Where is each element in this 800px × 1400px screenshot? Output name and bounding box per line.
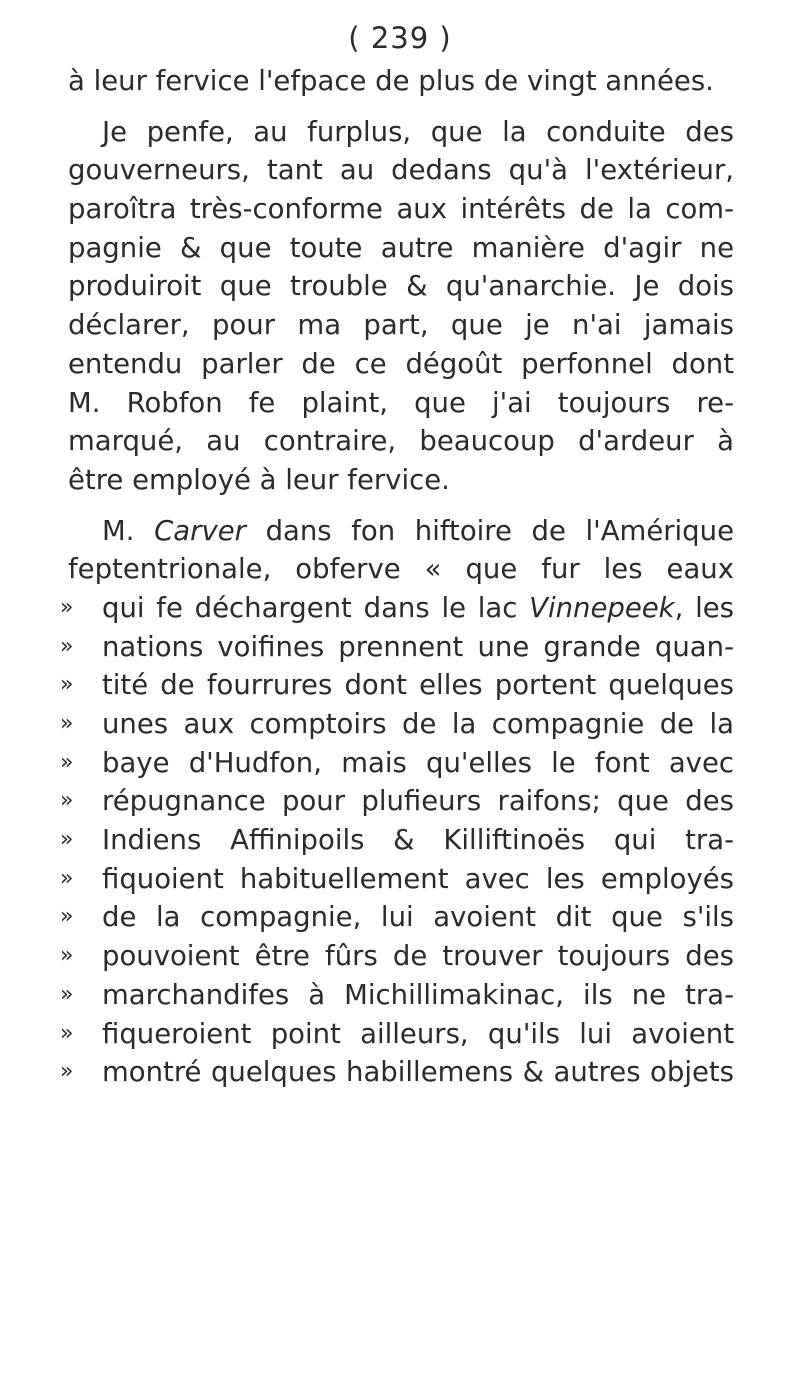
quote-mark: » bbox=[60, 749, 74, 775]
quote-mark: » bbox=[60, 865, 74, 891]
quote-line bbox=[60, 782, 734, 821]
paragraph-1-line: à leur fervice l'efpace de plus de vingt années. bbox=[68, 65, 714, 97]
lake-name: Vinnepeek bbox=[529, 591, 675, 624]
quote-text: baye d'Hudfon, mais qu'elles le font avec bbox=[102, 746, 734, 779]
quote-mark: » bbox=[60, 788, 74, 814]
text-run: M. bbox=[102, 514, 155, 547]
quote-text: pouvoient être fûrs de trouver toujours des bbox=[102, 940, 734, 973]
quote-text: répugnance pour plufieurs raifons; que des bbox=[102, 785, 734, 818]
page-number: ( 239 ) bbox=[348, 21, 452, 55]
quote-line bbox=[60, 821, 734, 860]
quote-line bbox=[60, 628, 734, 667]
quote-text: montré quelques habillemens & autres objets bbox=[102, 1056, 734, 1089]
paragraph-2-line: pagnie & que toute autre manière d'agir ne bbox=[68, 231, 734, 264]
quote-text: marchandifes à Michillimakinac, ils ne tra- bbox=[102, 978, 734, 1011]
quote-mark: » bbox=[60, 943, 74, 969]
quote-line bbox=[60, 1053, 734, 1092]
quote-mark: » bbox=[60, 711, 74, 736]
quote-mark: » bbox=[60, 1059, 74, 1085]
paragraph-2-line: déclarer, pour ma part, que je n'ai jamais bbox=[68, 309, 734, 342]
quote-text: nations voifines prennent une grande quan- bbox=[102, 630, 734, 663]
quote-text: fiquoient habituellement avec les employés bbox=[102, 862, 734, 895]
quote-text: fiqueroient point ailleurs, qu'ils lui avoient bbox=[102, 1017, 734, 1050]
quote-mark: » bbox=[60, 594, 74, 620]
quote-mark: » bbox=[60, 827, 74, 853]
quote-text: Indiens Affinipoils & Killiftinoës qui tra- bbox=[102, 824, 734, 857]
quote-line bbox=[60, 744, 734, 783]
quote-mark: » bbox=[60, 981, 74, 1007]
quote-text: de la compagnie, lui avoient dit que s'ils bbox=[102, 901, 734, 934]
quote-line bbox=[60, 705, 734, 744]
quote-line bbox=[60, 898, 734, 937]
body-text bbox=[60, 62, 735, 1092]
text-run: dans fon hiftoire de l'Amérique bbox=[245, 514, 734, 547]
quote-line bbox=[60, 976, 734, 1015]
text-run: qui fe déchargent dans le lac bbox=[102, 591, 530, 624]
paragraph-2-line: être employé à leur fervice. bbox=[68, 463, 450, 496]
quote-line bbox=[60, 937, 734, 976]
paragraph-3-line: feptentrionale, obferve « que fur les eaux bbox=[68, 553, 734, 586]
quote-line bbox=[60, 666, 734, 705]
paragraph-2-line: gouverneurs, tant au dedans qu'à l'extérieur, bbox=[68, 154, 734, 187]
paragraph-2-line: entendu parler de ce dégoût perfonnel dont bbox=[68, 347, 734, 380]
paragraph-3-line bbox=[68, 512, 734, 551]
quote-line bbox=[60, 860, 734, 899]
author-name: Carver bbox=[154, 514, 246, 547]
paragraph-2-line: produiroit que trouble & qu'anarchie. Je dois bbox=[68, 270, 734, 303]
quote-mark: » bbox=[60, 1020, 74, 1046]
paragraph-2-line: M. Robfon fe plaint, que j'ai toujours re- bbox=[68, 386, 734, 419]
paragraph-2-line: Je penfe, au furplus, que la conduite des bbox=[102, 115, 734, 148]
quote-line bbox=[60, 589, 735, 628]
paragraph-gap bbox=[68, 500, 734, 512]
paragraph-2-line: paroîtra très-conforme aux intérêts de la com- bbox=[68, 193, 734, 226]
quote-line bbox=[60, 1015, 734, 1054]
quote-text: unes aux comptoirs de la compagnie de la bbox=[102, 708, 734, 740]
quote-text: tité de fourrures dont elles portent quelques bbox=[102, 669, 734, 702]
paragraph-2-line: marqué, au contraire, beaucoup d'ardeur à bbox=[68, 425, 734, 458]
quote-mark: » bbox=[60, 672, 74, 698]
paragraph-gap bbox=[68, 101, 734, 113]
quote-mark: » bbox=[60, 904, 74, 930]
text-run: , les bbox=[674, 591, 735, 624]
quote-mark: » bbox=[60, 633, 74, 659]
